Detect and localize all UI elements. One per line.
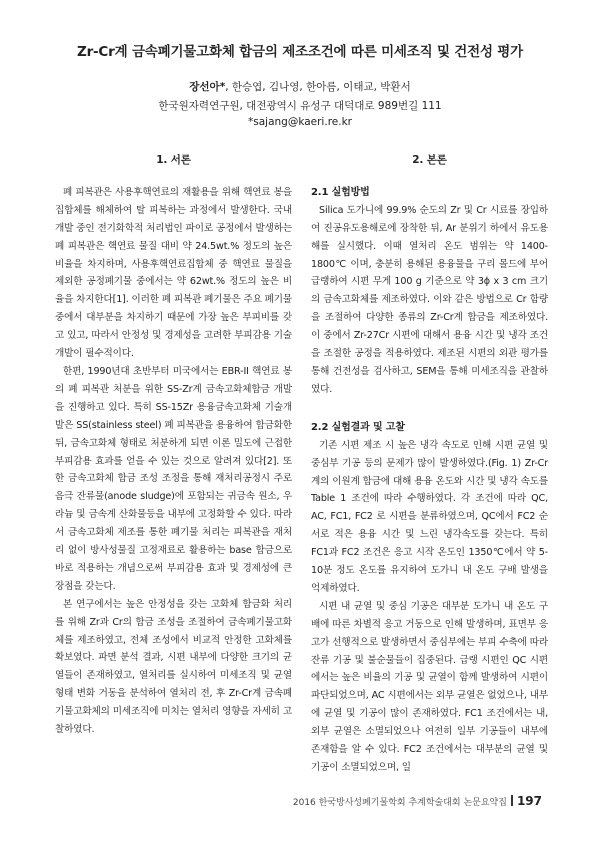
intro-paragraph-2: 한편, 1990년대 초반부터 미국에서는 EBR-II 핵연료 봉의 폐 피복관 처분을 위한 SS-Zr계 금속고화체합금 개발을 진행하고 있다. 특히 SS-15Zr 용융금속고화체 기술개발은 SS(stainless steel) 폐 피복관을 용융하여 합금화한 뒤, 금속고화체 형태로 처분하게 되면 이론 밀도에 근접한 부피감용 효과를 얻을 수 있는 것으로 알려져 있다[2]. 또한 금속고화체 합금 조성 조정을 통해 재처리공정시 주로 음극 잔류물(anode sludge)에 포함되는 귀금속 원소, 우라늄 및 금속계 산화물등을 내부에 고정화할 수 있다. 따라서 금속고화체 제조를 통한 폐기물 처리는 피복관을 재처리 없이 방사성물질 고정재료로 활용하는 base 합금으로 바로 적용하는 개념으로써 부피감용 효과 및 경제성에 큰 장점을 갖는다. bbox=[55, 365, 292, 592]
methods-paragraph: Silica 도가니에 99.9% 순도의 Zr 및 Cr 시료를 장입하여 진공유도용해로에 장착한 뒤, Ar 분위기 하에서 유도용해를 실시했다. 이때 열처리 온도 범위는 약 1400-1800℃ 이며, 충분히 용해된 용융물을 구리 몰드에 부어 급랭하여 시편 무게 100 g 기준으로 약 3ϕ x 3 cm 크기의 금속고화체를 제조하였다. 이와 같은 방법으로 Cr 함량을 조절하여 다양한 종류의 Zr-Cr계 합금을 제조하였다. 이 중에서 Zr-27Cr 시편에 대해서 용융 시간 및 냉각 조건을 조절한 공정을 적용하였다. 제조된 시편의 외관 평가를 통해 건전성을 검사하고, SEM을 통해 미세조직을 관찰하였다. bbox=[311, 204, 548, 395]
co-authors: , 한승엽, 김나영, 한아름, 이태교, 박환서 bbox=[225, 81, 411, 93]
results-paragraph-2: 시편 내 균열 및 중심 기공은 대부분 도가니 내 온도 구배에 따른 차별적 응고 거동으로 인해 발생하며, 표면부 응고가 선행적으로 발생하면서 중심부에는 부피 수축에 따라 잔류 기공 및 불순물들이 집중된다. 급랭 시편인 QC 시편에서는 높은 비율의 기공 및 균열이 함께 발생하여 시편이 파단되었으며, AC 시편에서는 외부 균열은 없었으나, 내부에 균열 및 기공이 많이 존재하였다. FC1 조건에서는 내, 외부 균열은 소멸되었으나 여전히 일부 기공들이 내부에 존재함을 알 수 있다. FC2 조건에서는 대부분의 균열 및 기공이 소멸되었으며, 일 bbox=[311, 600, 548, 773]
results-paragraph-1: 기존 시편 제조 시 높은 냉각 속도로 인해 시편 균열 및 중심부 기공 등의 문제가 많이 발생하였다.(Fig. 1) Zr-Cr계의 이원계 합금에 대해 용융 온도와 시간 및 냉각 속도를 Table 1 조건에 따라 수행하였다. 각 조건에 따라 QC, AC, FC1, FC2 로 시편을 분류하였으며, QC에서 FC2 순서로 적은 용융 시간 및 느린 냉각속도를 갖는다. 특히 FC1과 FC2 조건은 응고 시작 온도인 1350℃에서 약 5-10분 정도 온도를 유지하여 도가니 내 온도 구배 발생을 억제하였다. bbox=[311, 439, 548, 594]
intro-paragraph-3: 본 연구에서는 높은 안정성을 갖는 고화체 합금화 처리를 위해 Zr과 Cr의 합금 조성을 조절하여 금속폐기물고화체를 제조하였고, 전체 조성에서 비교적 안정한 고화체를 확보였다. 파면 분석 결과, 시편 내부에 다양한 크기의 균열들이 존재하였고, 열처리를 실시하여 미세조직 및 균열 형태 변화 거동을 분석하여 열처리 전, 후 Zr-Cr계 금속폐기물고화체의 미세조직에 미치는 열처리 영향을 자세히 고찰하였다. bbox=[55, 598, 292, 736]
page-number: 197 bbox=[516, 794, 542, 808]
first-author: 장선아* bbox=[189, 81, 226, 93]
right-column bbox=[311, 152, 548, 777]
left-column bbox=[55, 152, 292, 739]
subsection-heading-methods: 2.1 실험방법 bbox=[311, 186, 370, 198]
intro-paragraph-1: 폐 피복관은 사용후핵연료의 재활용을 위해 핵연료 봉을 집합체를 해체하여 탈 피복하는 과정에서 발생한다. 국내 개발 중인 전기화학적 처리법인 파이로 공정에서 발생하는 폐 피복관은 핵연료 물질 대비 약 24.5wt.% 정도의 높은 비율을 차지하며, 사용후핵연료집합체 중 핵연료 물질을 제외한 공정폐기물 중에서는 약 62wt.% 정도의 높은 비율을 차지한다[1]. 이러한 폐 피복관 폐기물은 주요 폐기물 중에서 대부분을 차지하기 때문에 가장 높은 부피비를 갖고 있고, 따라서 안정성 및 경제성을 고려한 부피감용 기술 개발이 필수적이다. bbox=[55, 186, 292, 360]
author-list bbox=[0, 79, 600, 94]
paper-title: Zr-Cr계 금속폐기물고화체 합금의 제조조건에 따른 미세조직 및 건전성 평가 bbox=[76, 44, 523, 60]
section-heading-body: 2. 본론 bbox=[412, 154, 447, 166]
section-heading-intro: 1. 서론 bbox=[156, 154, 191, 166]
proceedings-name: 2016 한국방사성폐기물학회 추계학술대회 논문요약집 bbox=[292, 798, 507, 808]
author-email: *sajang@kaeri.re.kr bbox=[248, 116, 352, 128]
subsection-heading-results: 2.2 실험결과 및 고찰 bbox=[311, 421, 405, 433]
page-footer bbox=[293, 794, 542, 808]
affiliation: 한국원자력연구원, 대전광역시 유성구 대덕대로 989번길 111 bbox=[158, 100, 442, 112]
footer-divider bbox=[511, 795, 513, 806]
